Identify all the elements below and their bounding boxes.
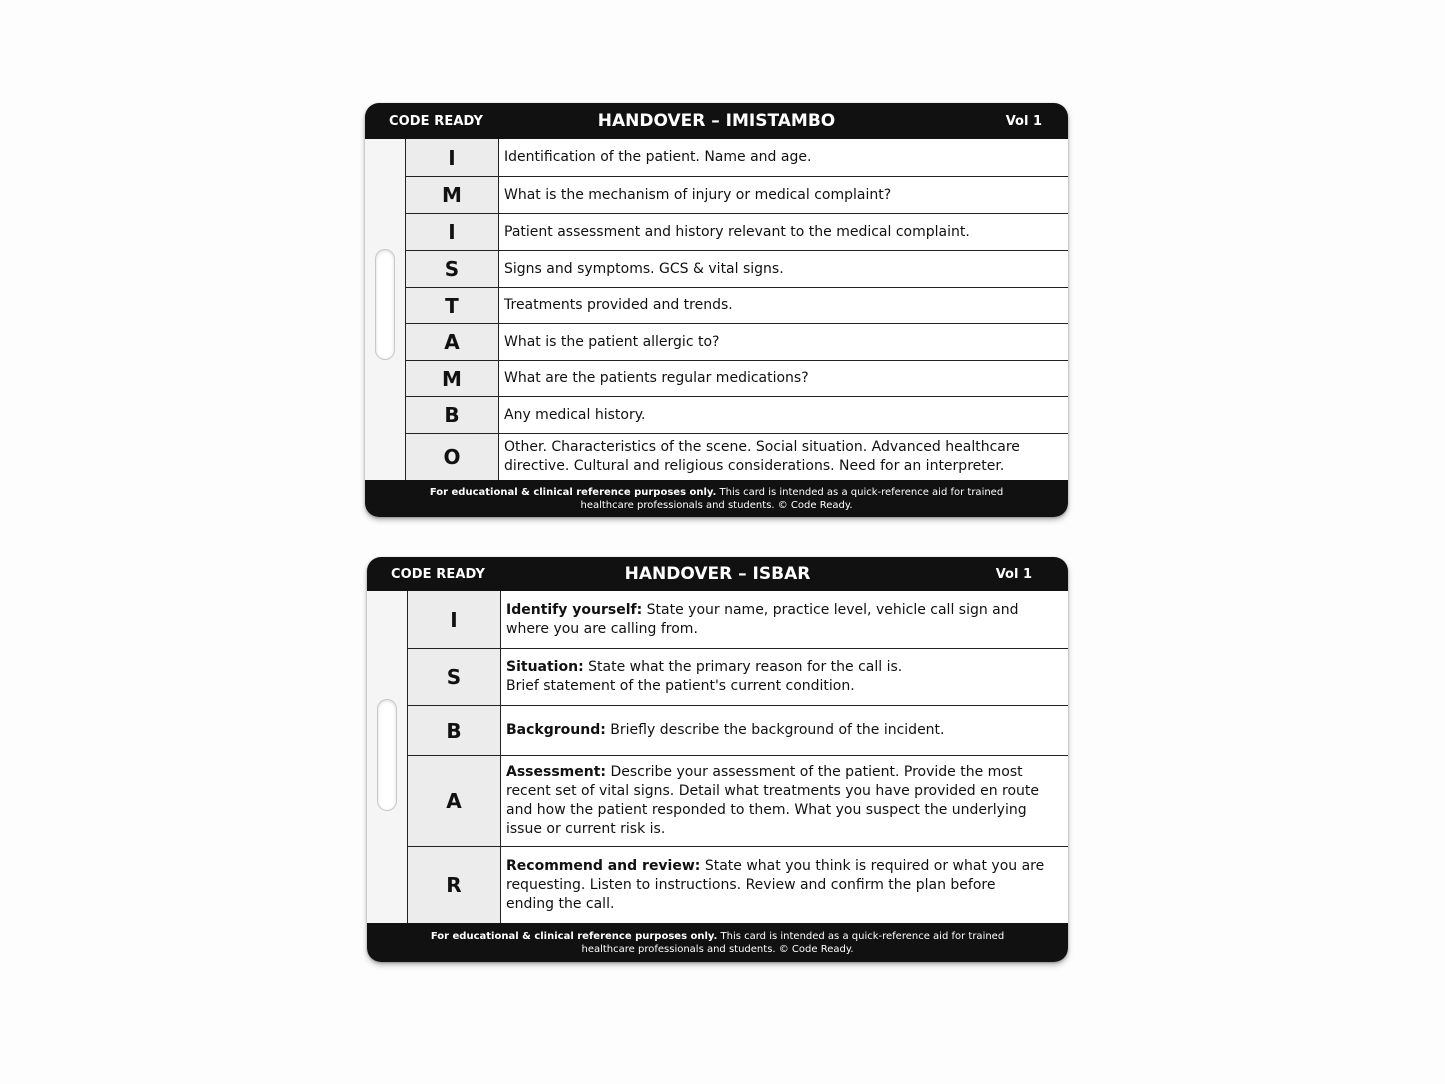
disclaimer-bold: For educational & clinical reference purposes only. bbox=[429, 486, 717, 498]
table-row bbox=[406, 324, 1068, 361]
row-description: Identification of the patient. Name and age. bbox=[499, 139, 1068, 176]
lanyard-strip bbox=[367, 591, 408, 923]
mnemonic-table bbox=[405, 139, 1068, 480]
mnemonic-letter: M bbox=[406, 361, 499, 396]
table-row bbox=[408, 756, 1068, 847]
imistambo-card bbox=[365, 103, 1068, 517]
row-description: Treatments provided and trends. bbox=[499, 288, 1068, 323]
table-row bbox=[406, 177, 1068, 214]
row-description: Background: Briefly describe the background of the incident. bbox=[501, 706, 1068, 755]
table-row bbox=[406, 214, 1068, 251]
mnemonic-letter: A bbox=[406, 324, 499, 360]
disclaimer-text: This card is intended as a quick-reference aid for trained bbox=[717, 930, 1005, 942]
row-description: What is the patient allergic to? bbox=[499, 324, 1068, 360]
table-row bbox=[406, 288, 1068, 324]
table-row bbox=[408, 706, 1068, 756]
card-title: HANDOVER – IMISTAMBO bbox=[597, 111, 836, 131]
mnemonic-table bbox=[407, 591, 1068, 923]
card-header bbox=[367, 557, 1068, 591]
volume-label: Vol 1 bbox=[1005, 113, 1042, 129]
table-row bbox=[406, 251, 1068, 288]
mnemonic-letter: I bbox=[408, 591, 501, 648]
row-description: Recommend and review: State what you think is required or what you are requesting. Listen to instructions. Review and confirm the plan before ending the call. bbox=[501, 847, 1068, 923]
mnemonic-letter: M bbox=[406, 177, 499, 213]
mnemonic-letter: I bbox=[406, 139, 499, 176]
brand-label: CODE READY bbox=[391, 566, 485, 582]
row-description: Any medical history. bbox=[499, 397, 1068, 433]
row-description: Assessment: Describe your assessment of the patient. Provide the most recent set of vital signs. Detail what treatments you have provided en route and how the patient responded to them. What you suspect the underlying issue or current risk is. bbox=[501, 756, 1068, 846]
card-header bbox=[365, 103, 1068, 139]
lanyard-slot bbox=[377, 699, 397, 811]
disclaimer-footer bbox=[367, 923, 1068, 962]
row-description: Situation: State what the primary reason for the call is. Brief statement of the patient's current condition. bbox=[501, 649, 1068, 705]
mnemonic-letter: B bbox=[406, 397, 499, 433]
table-row bbox=[408, 591, 1068, 649]
mnemonic-letter: B bbox=[408, 706, 501, 755]
table-row bbox=[406, 361, 1068, 397]
row-description: Signs and symptoms. GCS & vital signs. bbox=[499, 251, 1068, 287]
mnemonic-letter: O bbox=[406, 434, 499, 480]
table-row bbox=[406, 434, 1068, 480]
lanyard-slot bbox=[375, 249, 395, 360]
table-row bbox=[406, 397, 1068, 434]
disclaimer-text: This card is intended as a quick-reference aid for trained bbox=[716, 486, 1004, 498]
disclaimer-text-line2: healthcare professionals and students. © Code Ready. bbox=[581, 943, 854, 955]
isbar-card bbox=[367, 557, 1068, 962]
mnemonic-letter: I bbox=[406, 214, 499, 250]
volume-label: Vol 1 bbox=[995, 566, 1032, 582]
mnemonic-letter: R bbox=[408, 847, 501, 923]
lanyard-strip bbox=[365, 139, 406, 480]
mnemonic-letter: T bbox=[406, 288, 499, 323]
brand-label: CODE READY bbox=[389, 113, 483, 129]
mnemonic-letter: S bbox=[406, 251, 499, 287]
disclaimer-text-line2: healthcare professionals and students. © Code Ready. bbox=[580, 499, 853, 511]
disclaimer-bold: For educational & clinical reference purposes only. bbox=[430, 930, 718, 942]
table-row bbox=[408, 847, 1068, 923]
row-description: Patient assessment and history relevant to the medical complaint. bbox=[499, 214, 1068, 250]
mnemonic-letter: S bbox=[408, 649, 501, 705]
disclaimer-footer bbox=[365, 480, 1068, 517]
mnemonic-letter: A bbox=[408, 756, 501, 846]
row-description: What is the mechanism of injury or medical complaint? bbox=[499, 177, 1068, 213]
table-row bbox=[406, 139, 1068, 177]
row-description: Other. Characteristics of the scene. Social situation. Advanced healthcare directive. Cultural and religious considerations. Need for an interpreter. bbox=[499, 434, 1068, 480]
card-title: HANDOVER – ISBAR bbox=[624, 564, 811, 584]
row-description: What are the patients regular medications? bbox=[499, 361, 1068, 396]
table-row bbox=[408, 649, 1068, 706]
row-description: Identify yourself: State your name, practice level, vehicle call sign and where you are calling from. bbox=[501, 591, 1068, 648]
